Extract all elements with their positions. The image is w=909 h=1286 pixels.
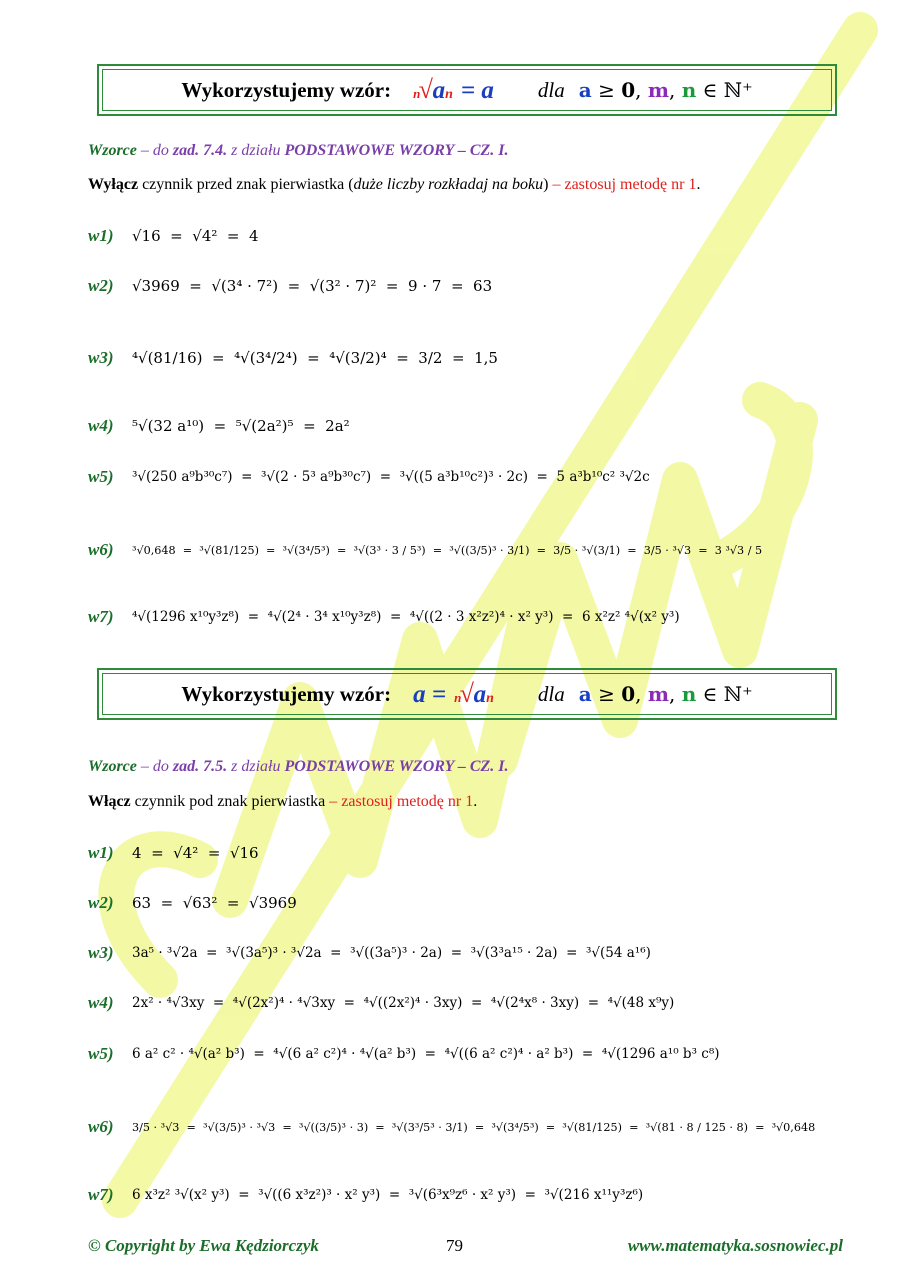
math-expression: 6 a² c² · ⁴√(a² b³) = ⁴√(6 a² c²)⁴ · ⁴√(a² b³) = ⁴√((6 a² c²)⁴ · a² b³) = ⁴√(1296 a¹⁰ b³ c⁸) — [132, 1046, 720, 1062]
wzorce-line-2: Wzorce – do zad. 7.5. z działu PODSTAWOWE WZORY – CZ. I. — [88, 758, 509, 775]
formula-condition: a ≥ 0, m, n ∈ ℕ⁺ — [578, 682, 753, 706]
formula-box-title: Wykorzystujemy wzór: — [181, 77, 392, 102]
formula-rest: = a — [460, 77, 494, 104]
formula-exponent: n — [486, 691, 494, 706]
math-expression: 2x² · ⁴√3xy = ⁴√(2x²)⁴ · ⁴√3xy = ⁴√((2x²)⁴ · 3xy) = ⁴√(2⁴x⁸ · 3xy) = ⁴√(48 x⁹y) — [132, 995, 675, 1011]
root-index: n — [454, 690, 462, 705]
example-row: w6) 3/5 · ³√3 = ³√(3/5)³ · ³√3 = ³√((3/5)³ · 3) = ³√(3³/5³ · 3/1) = ³√(3⁴/5³) = ³√(81/125) = ³√(81 · 8 / 125 · 8) = ³√0,648 — [88, 1117, 816, 1136]
example-row: w1) 4 = √4² = √16 — [88, 843, 259, 862]
math-expression: √16 = √4² = 4 — [132, 227, 259, 245]
example-row: w6) ³√0,648 = ³√(81/125) = ³√(3⁴/5³) = ³√(3³ · 3 / 5³) = ³√((3/5)³ · 3/1) = 3/5 · ³√(3/1) = 3/5 · ³√3 = 3 ³√3 / 5 — [88, 540, 763, 559]
example-row: w5) 6 a² c² · ⁴√(a² b³) = ⁴√(6 a² c²)⁴ · ⁴√(a² b³) = ⁴√((6 a² c²)⁴ · a² b³) = ⁴√(1296 a¹⁰ b³ c⁸) — [88, 1044, 720, 1063]
math-expression: √3969 = √(3⁴ · 7²) = √(3² · 7)² = 9 · 7 = 63 — [132, 277, 493, 295]
formula-exponent: n — [445, 87, 453, 102]
example-row: w5) ³√(250 a⁹b³⁰c⁷) = ³√(2 · 5³ a⁹b³⁰c⁷) = ³√((5 a³b¹⁰c²)³ · 2c) = 5 a³b¹⁰c² ³√2c — [88, 467, 650, 486]
example-row: w3) ⁴√(81/16) = ⁴√(3⁴/2⁴) = ⁴√(3/2)⁴ = 3/2 = 1,5 — [88, 348, 498, 367]
formula-expression: n √ a n = a — [413, 75, 494, 104]
instruction-1: Wyłącz czynnik przed znak pierwiastka (duże liczby rozkładaj na boku) – zastosuj metodę nr 1. — [88, 176, 701, 193]
example-row: w7) ⁴√(1296 x¹⁰y³z⁸) = ⁴√(2⁴ · 3⁴ x¹⁰y³z⁸) = ⁴√((2 · 3 x²z²)⁴ · x² y³) = 6 x²z² ⁴√(x² y³) — [88, 607, 680, 626]
math-expression: ³√0,648 = ³√(81/125) = ³√(3⁴/5³) = ³√(3³ · 3 / 5³) = ³√((3/5)³ · 3/1) = 3/5 · ³√(3/1) = 3/5 · ³√3 = 3 ³√3 / 5 — [132, 543, 763, 557]
dla-label: dla — [537, 681, 565, 706]
math-expression: 63 = √63² = √3969 — [132, 894, 297, 912]
formula-condition: a ≥ 0, m, n ∈ ℕ⁺ — [578, 78, 753, 102]
example-row: w4) ⁵√(32 a¹⁰) = ⁵√(2a²)⁵ = 2a² — [88, 416, 350, 435]
math-expression: 3/5 · ³√3 = ³√(3/5)³ · ³√3 = ³√((3/5)³ · 3) = ³√(3³/5³ · 3/1) = ³√(3⁴/5³) = ³√(81/125) = ³√(81 · 8 / 125 · 8) = ³√0,648 — [132, 1120, 816, 1134]
math-expression: 4 = √4² = √16 — [132, 844, 259, 862]
example-row: w4) 2x² · ⁴√3xy = ⁴√(2x²)⁴ · ⁴√3xy = ⁴√((2x²)⁴ · 3xy) = ⁴√(2⁴x⁸ · 3xy) = ⁴√(48 x⁹y) — [88, 993, 675, 1012]
formula-box-2 — [97, 668, 837, 720]
example-row: w3) 3a⁵ · ³√2a = ³√(3a⁵)³ · ³√2a = ³√((3a⁵)³ · 2a) = ³√(3³a¹⁵ · 2a) = ³√(54 a¹⁶) — [88, 943, 651, 962]
root-index: n — [413, 86, 421, 101]
instruction-2: Włącz czynnik pod znak pierwiastka – zastosuj metodę nr 1. — [88, 793, 478, 810]
example-row: w2) 63 = √63² = √3969 — [88, 893, 297, 912]
example-row: w7) 6 x³z² ³√(x² y³) = ³√((6 x³z²)³ · x² y³) = ³√(6³x⁹z⁶ · x² y³) = ³√(216 x¹¹y³z⁶) — [88, 1185, 644, 1204]
dla-label: dla — [537, 77, 565, 102]
math-expression: 3a⁵ · ³√2a = ³√(3a⁵)³ · ³√2a = ³√((3a⁵)³ · 2a) = ³√(3³a¹⁵ · 2a) = ³√(54 a¹⁶) — [132, 945, 651, 961]
formula-box-title: Wykorzystujemy wzór: — [181, 681, 392, 706]
example-row: w1) √16 = √4² = 4 — [88, 226, 259, 245]
formula-box-1 — [97, 64, 837, 116]
page-number: 79 — [446, 1236, 463, 1255]
footer-copyright: © Copyright by Ewa Kędziorczyk — [88, 1236, 319, 1255]
math-expression: ³√(250 a⁹b³⁰c⁷) = ³√(2 · 5³ a⁹b³⁰c⁷) = ³√((5 a³b¹⁰c²)³ · 2c) = 5 a³b¹⁰c² ³√2c — [132, 469, 650, 485]
math-expression: 6 x³z² ³√(x² y³) = ³√((6 x³z²)³ · x² y³) = ³√(6³x⁹z⁶ · x² y³) = ³√(216 x¹¹y³z⁶) — [132, 1187, 644, 1203]
math-expression: ⁵√(32 a¹⁰) = ⁵√(2a²)⁵ = 2a² — [132, 417, 350, 435]
formula-expression: a = n √ a n — [413, 679, 494, 708]
math-expression: ⁴√(81/16) = ⁴√(3⁴/2⁴) = ⁴√(3/2)⁴ = 3/2 = 1,5 — [132, 349, 498, 367]
wzorce-line-1: Wzorce – do zad. 7.4. z działu PODSTAWOWE WZORY – CZ. I. — [88, 142, 509, 159]
example-row: w2) √3969 = √(3⁴ · 7²) = √(3² · 7)² = 9 · 7 = 63 — [88, 276, 493, 295]
footer-url[interactable]: www.matematyka.sosnowiec.pl — [627, 1236, 843, 1255]
math-expression: ⁴√(1296 x¹⁰y³z⁸) = ⁴√(2⁴ · 3⁴ x¹⁰y³z⁸) = ⁴√((2 · 3 x²z²)⁴ · x² y³) = 6 x²z² ⁴√(x² y³) — [132, 609, 680, 625]
